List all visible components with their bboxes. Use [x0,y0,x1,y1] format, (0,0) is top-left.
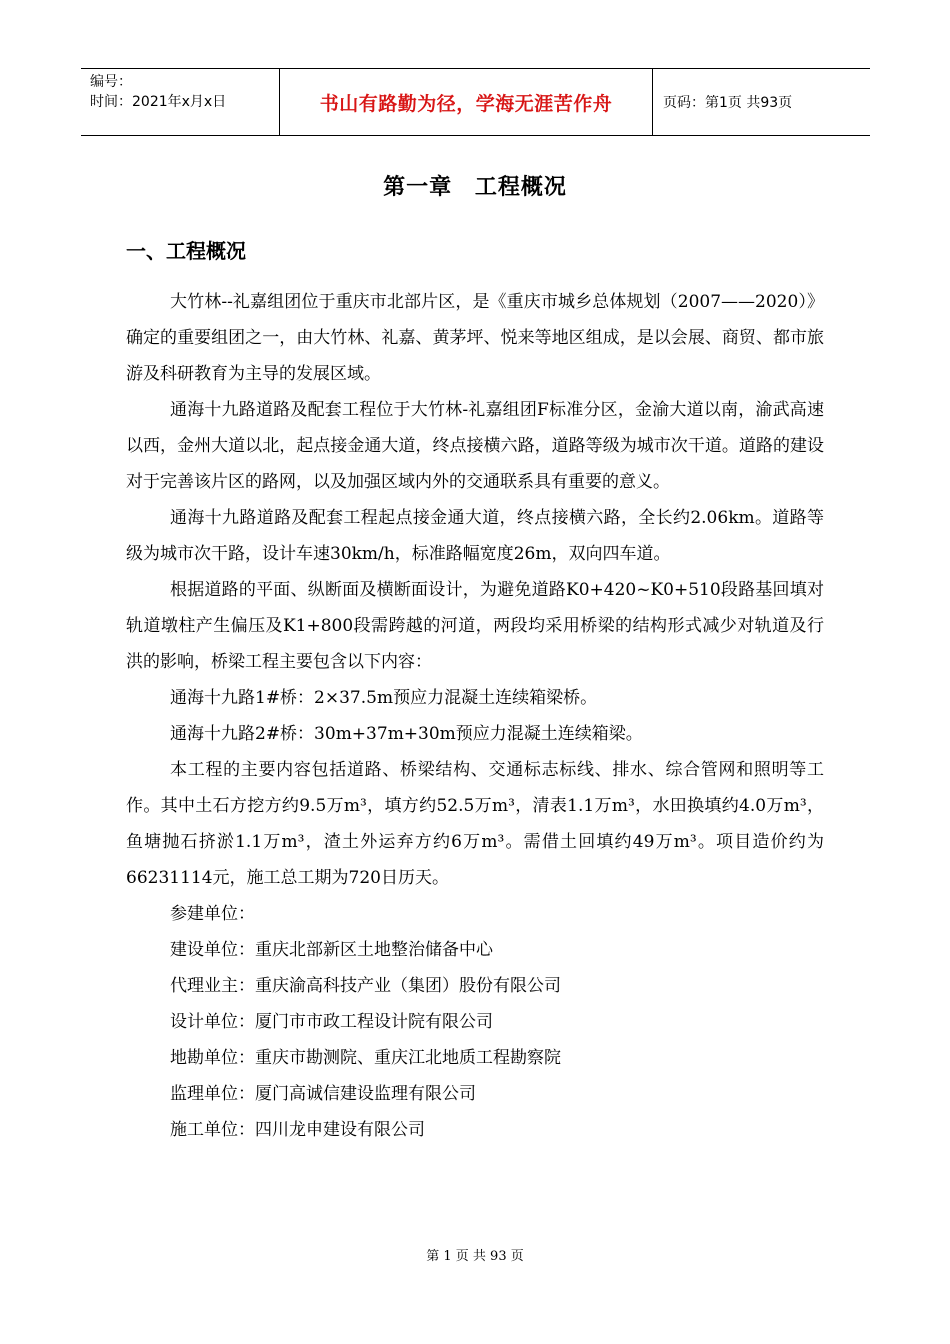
participant-line: 设计单位：厦门市市政工程设计院有限公司 [170,1012,493,1032]
motto: 书山有路勤为径，学海无涯苦作舟 [319,92,613,115]
paragraph: 通海十九路2#桥：30m+37m+30m预应力混凝土连续箱梁。 [170,724,643,744]
document-number: 编号： [90,74,132,90]
page-footer: 第 1 页 共 93 页 [426,1249,524,1264]
header-meta [81,69,280,135]
paragraph: 本工程的主要内容包括道路、桥梁结构、交通标志标线、排水、综合管网和照明等工作。其中土石方挖方约9.5万m³，填方约52.5万m³，清表1.1万m³，水田换填约4.0万m³，鱼塘抛石挤淤1.1万m³，渣土外运弃方约6万m³。需借土回填约49万m³。项目造价约为66231114元，施工总工期为720日历天。 [126,760,824,888]
paragraph: 大竹林--礼嘉组团位于重庆市北部片区，是《重庆市城乡总体规划（2007——2020）》确定的重要组团之一，由大竹林、礼嘉、黄茅坪、悦来等地区组成，是以会展、商贸、都市旅游及科研教育为主导的发展区域。 [126,292,824,384]
document-date: 时间：2021年x月x日 [90,94,227,110]
paragraph: 通海十九路道路及配套工程起点接金通大道，终点接横六路，全长约2.06km。道路等级为城市次干路，设计车速30km/h，标准路幅宽度26m，双向四车道。 [126,508,824,564]
participant-line: 监理单位：厦门高诚信建设监理有限公司 [170,1084,476,1104]
section-title: 一、工程概况 [126,239,246,263]
participant-line: 施工单位：四川龙申建设有限公司 [170,1120,425,1140]
header-page-number: 页码：第1页 共93页 [663,95,793,111]
page-header [81,68,870,136]
participants-heading: 参建单位： [170,904,255,924]
participant-line: 代理业主：重庆渝高科技产业（集团）股份有限公司 [170,976,561,996]
header-page-cell [653,69,870,135]
document-body [126,284,824,1148]
participant-line: 建设单位：重庆北部新区土地整治储备中心 [170,940,493,960]
header-motto-cell [280,69,653,135]
paragraph: 根据道路的平面、纵断面及横断面设计，为避免道路K0+420~K0+510段路基回填对轨道墩柱产生偏压及K1+800段需跨越的河道，两段均采用桥梁的结构形式减少对轨道及行洪的影响，桥梁工程主要包含以下内容： [126,580,824,672]
participant-line: 地勘单位：重庆市勘测院、重庆江北地质工程勘察院 [170,1048,561,1068]
paragraph: 通海十九路道路及配套工程位于大竹林-礼嘉组团F标准分区，金渝大道以南，渝武高速以西，金州大道以北，起点接金通大道，终点接横六路，道路等级为城市次干道。道路的建设对于完善该片区的路网，以及加强区域内外的交通联系具有重要的意义。 [126,400,824,492]
chapter-title: 第一章 工程概况 [383,175,567,200]
paragraph: 通海十九路1#桥：2×37.5m预应力混凝土连续箱梁桥。 [170,688,598,708]
